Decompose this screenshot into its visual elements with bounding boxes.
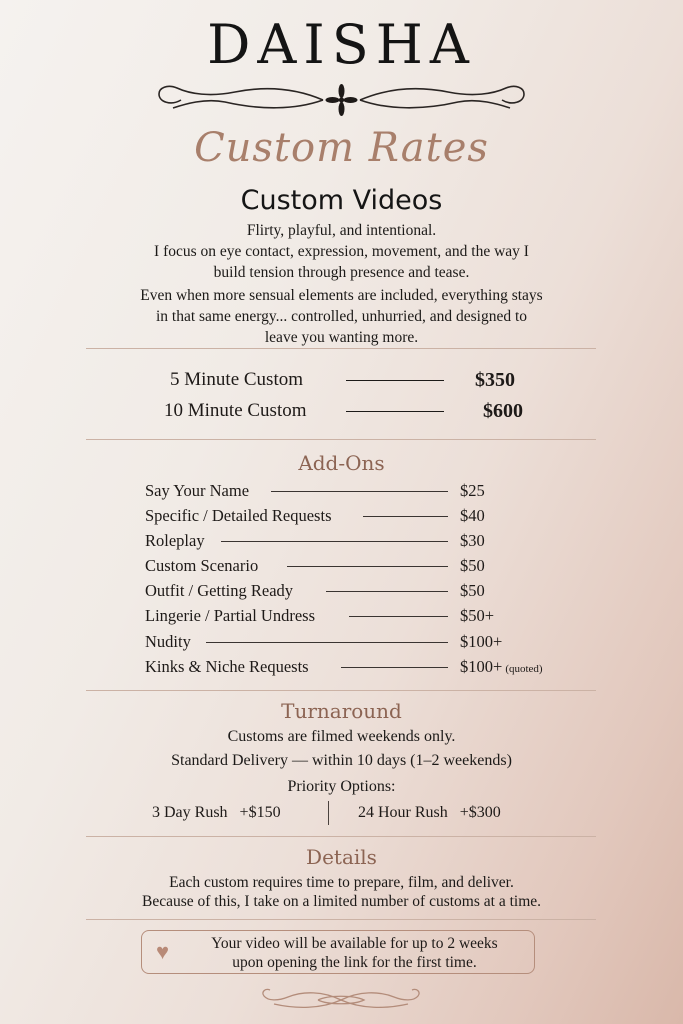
leader-line xyxy=(346,411,444,412)
energy-paragraph xyxy=(0,285,683,348)
divider xyxy=(86,919,596,920)
addon-value: $100+ xyxy=(460,632,503,651)
ornament-flourish-icon xyxy=(155,80,528,120)
leader-line xyxy=(221,541,448,542)
addon-price: $100+ xyxy=(460,657,503,676)
leader-line xyxy=(349,616,448,617)
addon-row xyxy=(145,655,545,679)
price-row-10min xyxy=(164,396,523,426)
price-value: $350 xyxy=(475,369,515,391)
brand-logo: DAISHA xyxy=(207,13,476,76)
addon-label: Kinks & Niche Requests xyxy=(145,657,309,676)
details-line: Because of this, I take on a limited number of customs at a time. xyxy=(141,893,542,910)
notice-line: Your video will be available for up to 2 weeks xyxy=(211,935,498,952)
intro-line: build tension through presence and tease. xyxy=(213,264,470,281)
addon-row xyxy=(145,504,545,528)
intro-paragraph xyxy=(0,220,683,283)
divider xyxy=(86,439,596,440)
leader-line xyxy=(206,642,448,643)
divider xyxy=(86,836,596,837)
leader-line xyxy=(271,491,448,492)
custom-videos-heading: Custom Videos xyxy=(240,185,443,216)
addon-value: $50 xyxy=(460,556,485,575)
divider xyxy=(86,690,596,691)
divider xyxy=(86,348,596,349)
addon-value: $50 xyxy=(460,581,485,600)
heart-icon: ♥ xyxy=(156,939,170,964)
addon-row xyxy=(145,630,545,654)
turnaround-heading: Turnaround xyxy=(281,699,402,723)
leader-line xyxy=(346,380,444,381)
price-row-5min xyxy=(170,365,515,395)
addon-row xyxy=(145,529,545,553)
leader-line xyxy=(326,591,448,592)
addon-label: Roleplay xyxy=(145,531,205,550)
leader-line xyxy=(341,667,448,668)
leader-line xyxy=(363,516,448,517)
addon-row xyxy=(145,579,545,603)
price-value: $600 xyxy=(483,400,523,422)
addon-label: Outfit / Getting Ready xyxy=(145,581,294,600)
rush-24hr: 24 Hour Rush +$300 xyxy=(358,804,501,821)
intro-line: I focus on eye contact, expression, movement, and the way I xyxy=(154,243,529,260)
addon-value: $30 xyxy=(460,531,485,550)
addon-value: $50+ xyxy=(460,606,495,625)
details-heading: Details xyxy=(306,845,377,869)
addon-label: Specific / Detailed Requests xyxy=(145,506,332,525)
addon-row xyxy=(145,604,545,628)
addon-value: $25 xyxy=(460,481,485,500)
addon-value xyxy=(460,655,543,681)
energy-line: Even when more sensual elements are included, everything stays xyxy=(140,287,543,304)
priority-label: Priority Options: xyxy=(287,778,396,795)
bottom-flourish-icon xyxy=(258,985,424,1015)
addons-heading: Add-Ons xyxy=(298,451,385,475)
addon-row xyxy=(145,554,545,578)
intro-line: Flirty, playful, and intentional. xyxy=(246,222,437,239)
price-label: 5 Minute Custom xyxy=(170,369,304,390)
turnaround-line: Customs are filmed weekends only. xyxy=(227,728,456,745)
details-line: Each custom requires time to prepare, film, and deliver. xyxy=(169,874,514,891)
availability-notice xyxy=(141,930,535,974)
notice-line: upon opening the link for the first time. xyxy=(232,954,477,971)
addon-label: Lingerie / Partial Undress xyxy=(145,606,315,625)
standard-delivery: Standard Delivery — within 10 days (1–2 weekends) xyxy=(171,752,512,769)
vertical-separator xyxy=(328,801,329,825)
addon-row xyxy=(145,479,545,503)
addon-label: Custom Scenario xyxy=(145,556,259,575)
energy-line: leave you wanting more. xyxy=(264,329,419,346)
addon-label: Say Your Name xyxy=(145,481,250,500)
page-subtitle: Custom Rates xyxy=(194,125,489,171)
leader-line xyxy=(287,566,448,567)
addon-label: Nudity xyxy=(145,632,191,651)
energy-line: in that same energy... controlled, unhurried, and designed to xyxy=(155,308,528,325)
notice-text xyxy=(182,934,527,972)
addon-value: $40 xyxy=(460,506,485,525)
quoted-note: (quoted) xyxy=(505,663,543,675)
price-label: 10 Minute Custom xyxy=(164,400,307,421)
rush-3day: 3 Day Rush +$150 xyxy=(152,804,281,821)
